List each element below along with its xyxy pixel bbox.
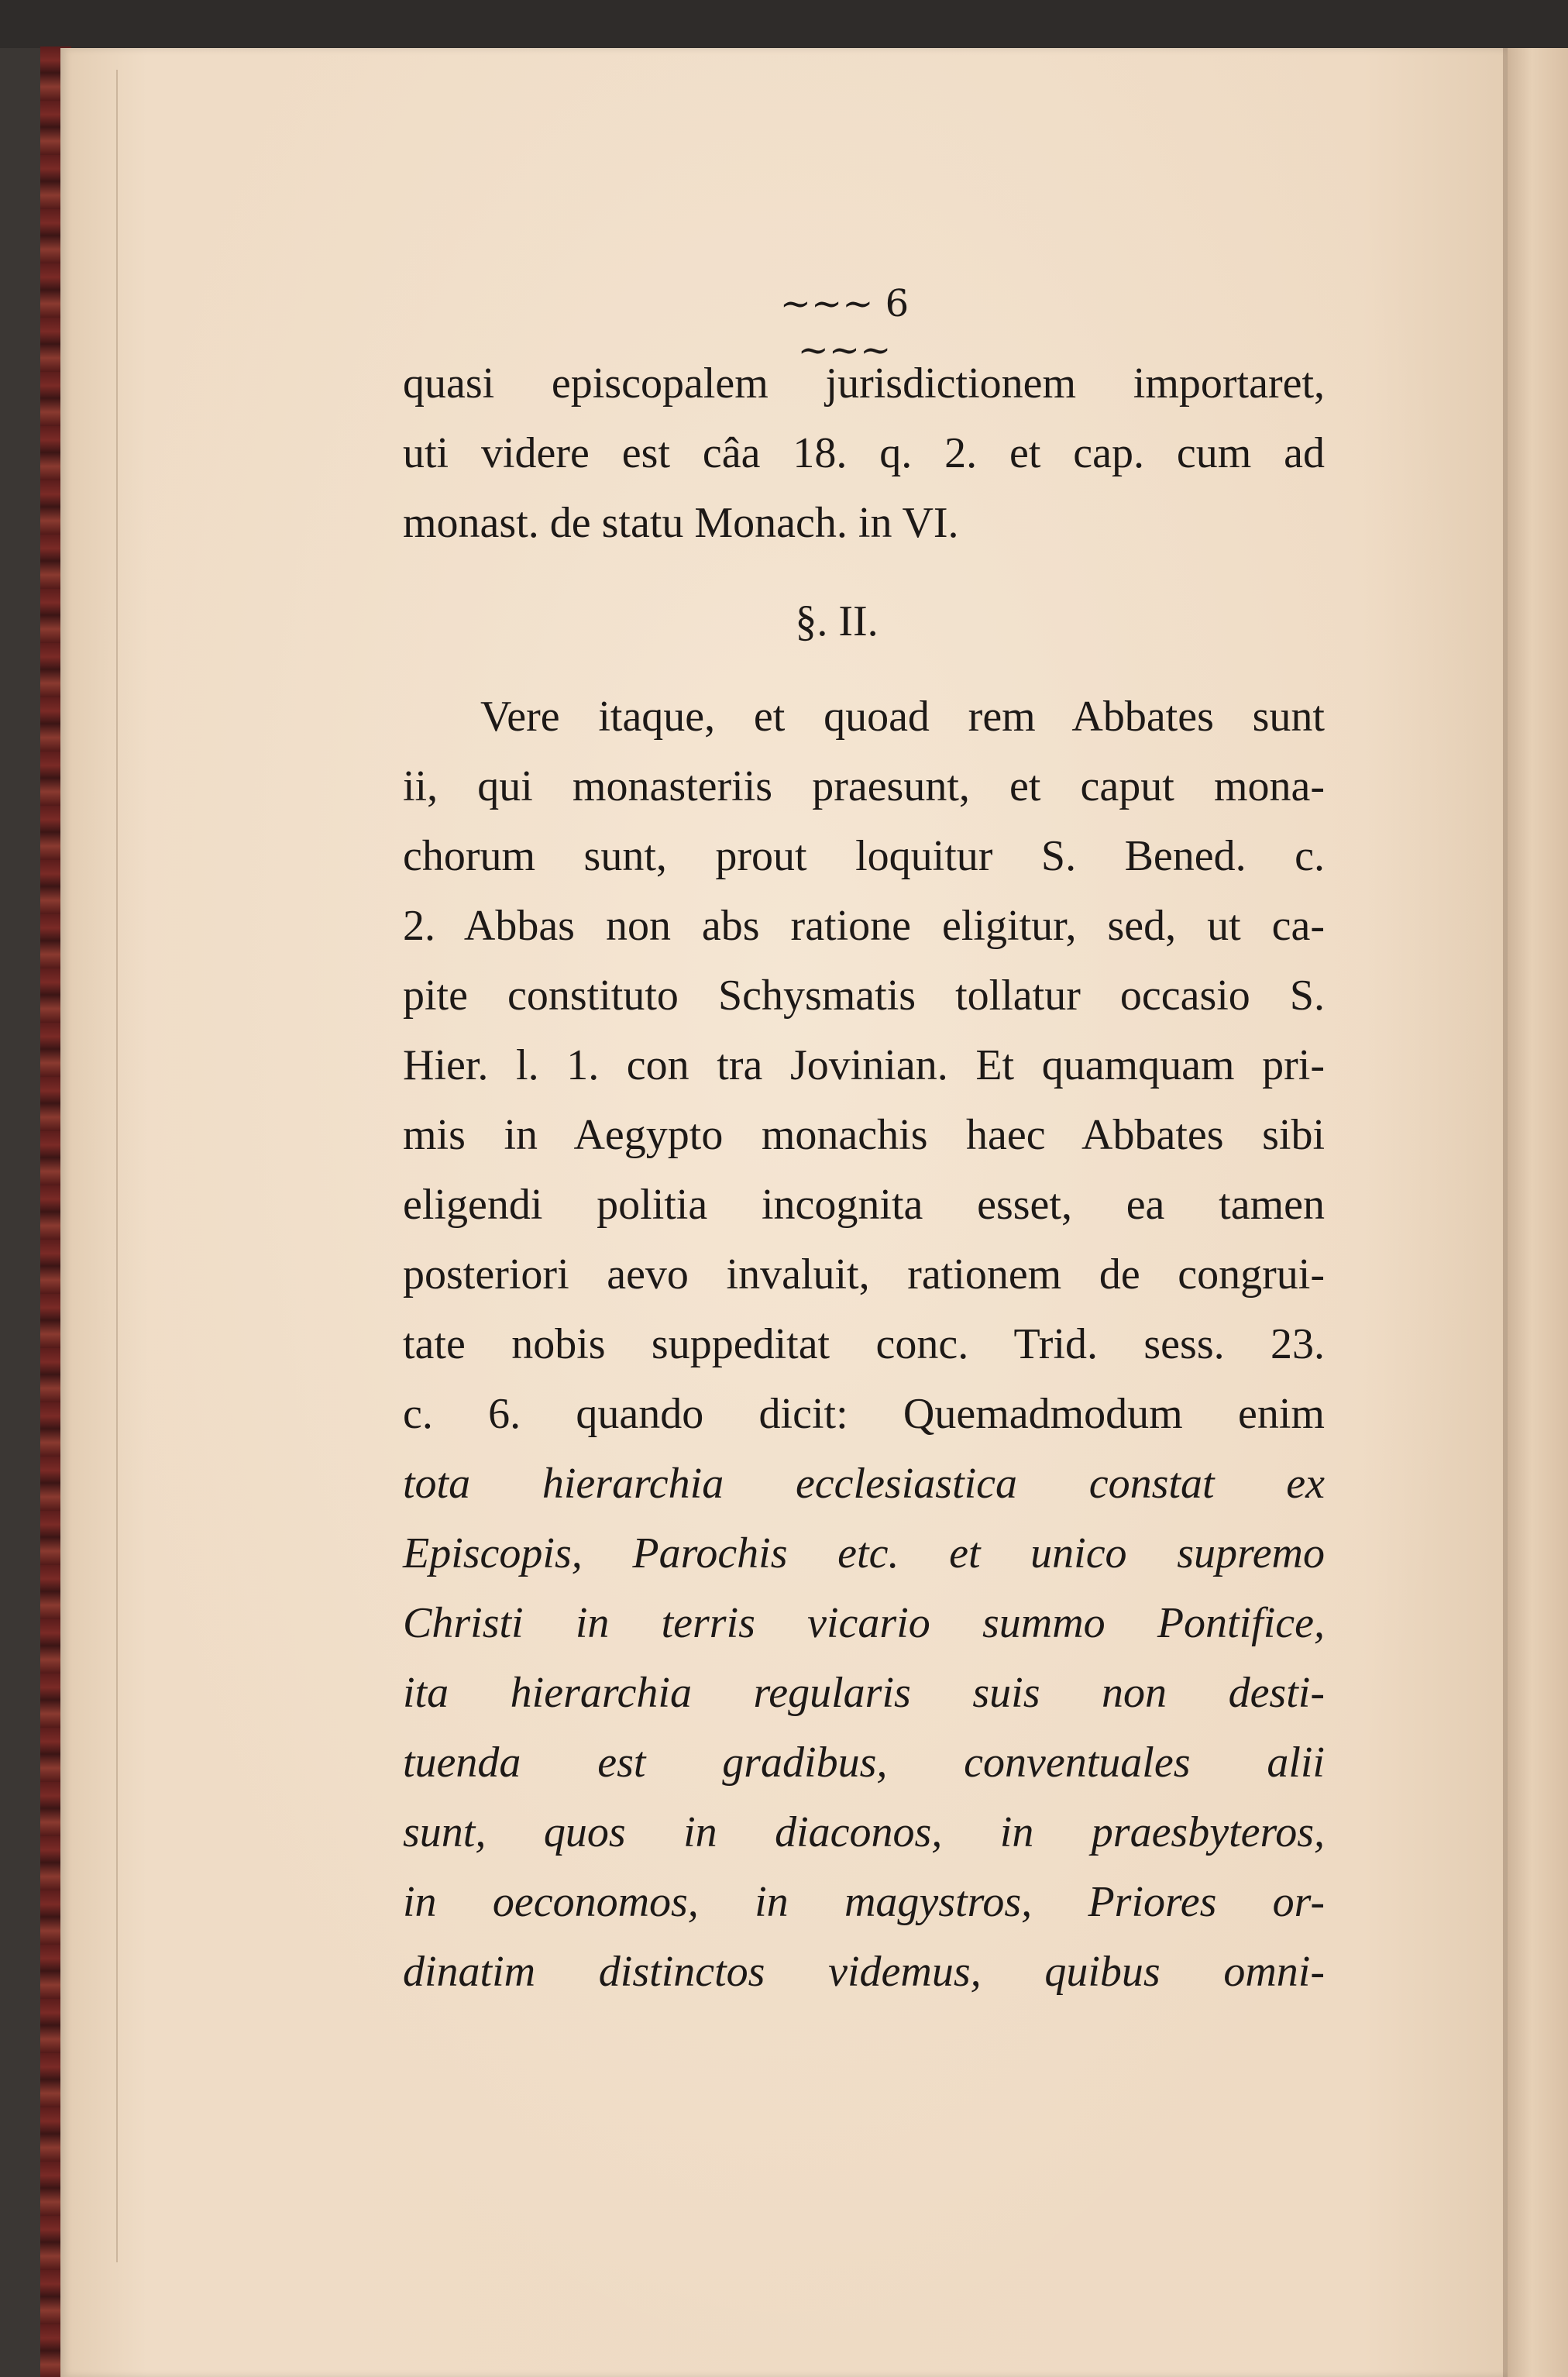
- text-line: chorum sunt, prout loquitur S. Bened. c.: [403, 832, 1325, 880]
- text-line: uti videre est câa 18. q. 2. et cap. cum ad: [403, 429, 1325, 477]
- text-line-italic: sunt, quos in diaconos, in praesbyteros,: [403, 1808, 1325, 1856]
- text-line: 2. Abbas non abs ratione eligitur, sed, ut ca-: [403, 902, 1325, 950]
- text-line: Hier. l. 1. con tra Jovinian. Et quamquam pri-: [403, 1041, 1325, 1089]
- text-line-italic: ita hierarchia regularis suis non desti-: [403, 1669, 1325, 1717]
- scan-background: [0, 0, 1568, 48]
- paragraph-first-line: Vere itaque, et quoad rem Abbates sunt: [480, 693, 1325, 741]
- text-line: eligendi politia incognita esset, ea tamen: [403, 1181, 1325, 1229]
- text-line-italic: tuenda est gradibus, conventuales alii: [403, 1739, 1325, 1787]
- text-line: posteriori aevo invaluit, rationem de congrui-: [403, 1250, 1325, 1299]
- text-line: c. 6. quando dicit: Quemadmodum enim: [403, 1390, 1325, 1438]
- page-number: ~~~ 6 ~~~: [779, 282, 910, 372]
- next-page-edge: [1508, 48, 1568, 2377]
- section-heading: §. II.: [795, 597, 879, 645]
- text-line: ii, qui monasteriis praesunt, et caput mona-: [403, 762, 1325, 810]
- page-fold-line: [116, 70, 118, 2262]
- text-line-italic: in oeconomos, in magystros, Priores or-: [403, 1878, 1325, 1926]
- text-line-italic: tota hierarchia ecclesiastica constat ex: [403, 1460, 1325, 1508]
- text-line-italic: Christi in terris vicario summo Pontifice,: [403, 1599, 1325, 1647]
- text-line-italic: Episcopis, Parochis etc. et unico supremo: [403, 1529, 1325, 1577]
- text-line: quasi episcopalem jurisdictionem importaret,: [403, 359, 1325, 408]
- text-line-italic: dinatim distinctos videmus, quibus omni-: [403, 1948, 1325, 1996]
- text-line: mis in Aegypto monachis haec Abbates sibi: [403, 1111, 1325, 1159]
- text-line: tate nobis suppeditat conc. Trid. sess. 23.: [403, 1320, 1325, 1368]
- text-line: monast. de statu Monach. in VI.: [403, 499, 959, 547]
- text-line: pite constituto Schysmatis tollatur occasio S.: [403, 972, 1325, 1020]
